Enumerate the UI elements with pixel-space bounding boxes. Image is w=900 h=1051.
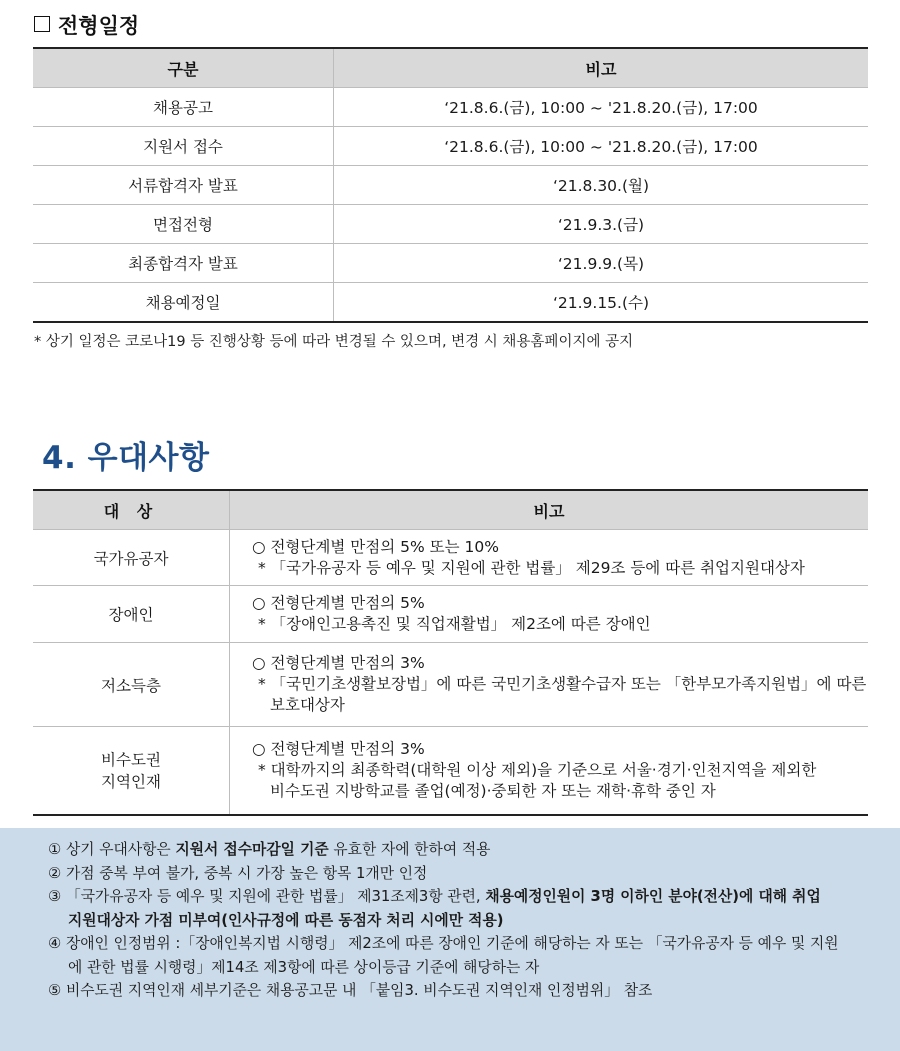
schedule-date: ‘21.8.6.(금), 10:00 ~ '21.8.20.(금), 17:00	[334, 127, 869, 166]
section-title: 4. 우대사항	[42, 440, 210, 476]
preference-desc-line: * 「국민기초생활보장법」에 따른 국민기초생활수급자 또는 「한부모가족지원법」에 따른	[258, 675, 867, 693]
schedule-item: 채용예정일	[33, 283, 334, 323]
schedule-item: 채용공고	[33, 88, 334, 127]
schedule-header-note: 비고	[334, 48, 869, 88]
preference-desc-line: ○ 전형단계별 만점의 5%	[252, 594, 425, 612]
table-row	[33, 643, 868, 727]
condition-text: ③ 「국가유공자 등 예우 및 지원에 관한 법률」 제31조제3항 관련,	[48, 888, 486, 905]
preference-category-line: 지역인재	[101, 773, 161, 792]
preference-header-note: 비고	[230, 490, 869, 530]
conditions-list	[48, 838, 878, 1003]
condition-item	[48, 885, 878, 909]
preference-header-row	[33, 490, 868, 530]
condition-item	[48, 838, 878, 862]
schedule-title	[34, 10, 139, 40]
schedule-header-item: 구분	[33, 48, 334, 88]
condition-bold: 채용예정인원이 3명 이하인 분야(전산)에 대해 취업	[485, 888, 821, 905]
preference-category-line: 비수도권	[101, 751, 161, 770]
condition-bold: 지원대상자 가점 미부여(인사규정에 따른 동점자 처리 시에만 적용)	[68, 911, 504, 929]
schedule-date: ‘21.9.3.(금)	[334, 205, 869, 244]
schedule-date: ‘21.9.15.(수)	[552, 294, 650, 312]
preference-desc	[230, 643, 869, 727]
condition-item: ② 가점 중복 부여 불가, 중복 시 가장 높은 항목 1개만 인정	[48, 864, 428, 882]
schedule-date: ‘21.9.9.(목)	[334, 244, 869, 283]
schedule-item: 최종합격자 발표	[33, 244, 334, 283]
table-row	[33, 586, 868, 643]
checkbox-square-icon	[34, 16, 50, 32]
schedule-item: 서류합격자 발표	[33, 166, 334, 205]
table-row	[33, 205, 868, 244]
preference-desc-line: ○ 전형단계별 만점의 5% 또는 10%	[252, 537, 499, 556]
condition-bold: 지원서 접수마감일 기준	[175, 841, 329, 858]
table-row	[33, 88, 868, 127]
schedule-header-row	[33, 48, 868, 88]
condition-item: ④ 장애인 인정범위 :「장애인복지법 시행령」 제2조에 따른 장애인 기준에 해당하는 자 또는 「국가유공자 등 예우 및 지원	[48, 935, 839, 952]
preference-desc-line: ○ 전형단계별 만점의 3%	[252, 739, 425, 758]
preference-category: 장애인	[33, 586, 230, 643]
table-row	[33, 244, 868, 283]
preference-header-target: 대 상	[33, 490, 230, 530]
table-row	[33, 283, 868, 323]
condition-text: 유효한 자에 한하여 적용	[328, 841, 491, 858]
preference-category: 국가유공자	[33, 530, 230, 586]
preference-desc	[230, 586, 869, 643]
preference-desc-line: * 「장애인고용촉진 및 직업재활법」 제2조에 따른 장애인	[258, 615, 651, 633]
preference-category: 저소득층	[33, 643, 230, 727]
schedule-date: ‘21.8.30.(월)	[334, 166, 869, 205]
schedule-item: 지원서 접수	[33, 127, 334, 166]
preference-table	[33, 489, 868, 816]
preference-desc-line: * 「국가유공자 등 예우 및 지원에 관한 법률」 제29조 등에 따른 취업지원대상자	[258, 558, 805, 577]
preference-category	[33, 727, 230, 815]
preference-desc-line: ○ 전형단계별 만점의 3%	[252, 654, 425, 672]
condition-item-cont	[48, 909, 878, 933]
schedule-title-text: 전형일정	[58, 14, 140, 38]
preference-desc-line: 비수도권 지방학교를 졸업(예정)·중퇴한 자 또는 재학·휴학 중인 자	[270, 781, 716, 800]
condition-item: ⑤ 비수도권 지역인재 세부기준은 채용공고문 내 「붙임3. 비수도권 지역인재 인정범위」 참조	[48, 982, 653, 999]
table-row	[33, 530, 868, 586]
table-row	[33, 127, 868, 166]
table-row	[33, 727, 868, 815]
schedule-table	[33, 47, 868, 323]
condition-text: ① 상기 우대사항은	[48, 841, 176, 858]
schedule-note: * 상기 일정은 코로나19 등 진행상황 등에 따라 변경될 수 있으며, 변경 시 채용홈페이지에 공지	[34, 334, 634, 350]
preference-desc	[230, 727, 869, 815]
preference-desc-line: 보호대상자	[270, 696, 345, 714]
schedule-item: 면접전형	[33, 205, 334, 244]
condition-item-cont: 에 관한 법률 시행령」제14조 제3항에 따른 상이등급 기준에 해당하는 자	[68, 958, 540, 976]
preference-desc	[230, 530, 869, 586]
table-row	[33, 166, 868, 205]
preference-desc-line: * 대학까지의 최종학력(대학원 이상 제외)을 기준으로 서울·경기·인천지역을 제외한	[258, 760, 817, 779]
schedule-date: ‘21.8.6.(금), 10:00 ~ '21.8.20.(금), 17:00	[334, 88, 869, 127]
